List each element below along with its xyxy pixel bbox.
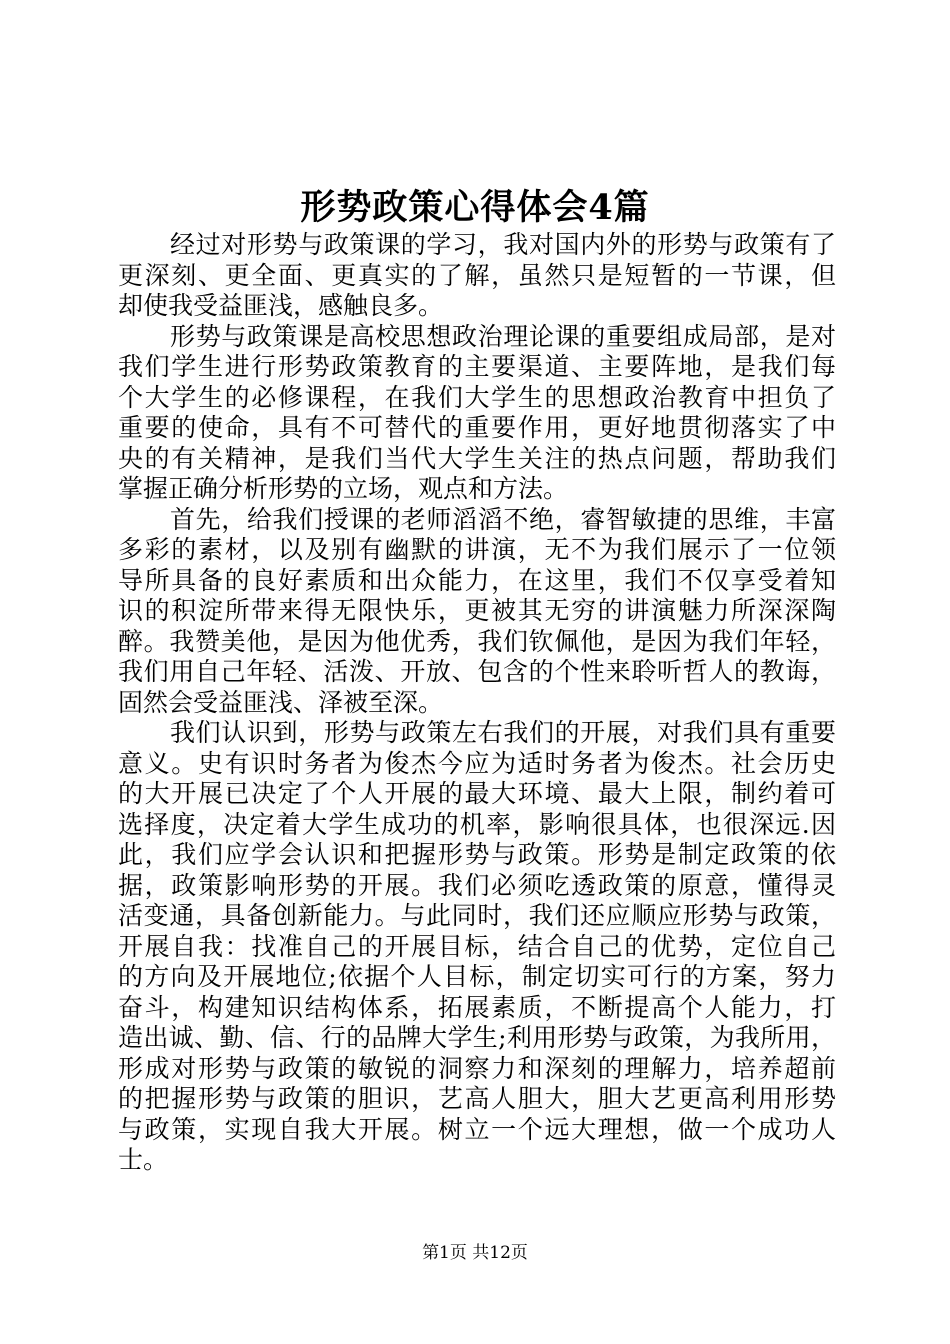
text-line: 我们认识到，形势与政策左右我们的开展，对我们具有重要 [170,718,836,747]
text-line: 此，我们应学会认识和把握形势与政策。形势是制定政策的依 [118,840,836,869]
text-line: 奋斗，构建知识结构体系，拓展素质，不断提高个人能力，打 [118,992,836,1022]
text-line: 导所具备的良好素质和出众能力，在这里，我们不仅享受着知 [118,565,836,595]
text-line: 的方向及开展地位;依据个人目标，制定切实可行的方案，努力 [118,962,836,991]
page-footer: 第1页 共12页 [422,1243,528,1263]
text-line: 的大开展已决定了个人开展的最大环境、最大上限，制约着可 [118,779,836,808]
text-line: 士。 [118,1145,169,1174]
text-line: 个大学生的必修课程，在我们大学生的思想政治教育中担负了 [118,382,836,412]
paragraph [118,322,836,505]
text-line: 掌握正确分析形势的立场，观点和方法。 [118,474,569,503]
text-line: 选择度，决定着大学生成功的机率，影响很具体，也很深远.因 [118,809,836,839]
text-line: 我们用自己年轻、活泼、开放、包含的个性来聆听哲人的教诲， [118,657,836,686]
text-line: 据，政策影响形势的开展。我们必须吃透政策的原意，懂得灵 [118,870,836,900]
text-line: 经过对形势与政策课的学习，我对国内外的形势与政策有了 [170,230,836,259]
paragraph [118,505,836,719]
text-line: 的把握形势与政策的胆识，艺高人胆大，胆大艺更高利用形势 [118,1084,836,1113]
text-line: 我们学生进行形势政策教育的主要渠道、主要阵地，是我们每 [118,352,836,381]
text-line: 却使我受益匪浅，感触良多。 [118,291,444,320]
text-line: 开展自我：找准自己的开展目标，结合自己的优势，定位自己 [118,931,836,961]
text-line: 造出诚、勤、信、行的品牌大学生;利用形势与政策，为我所用， [118,1023,836,1052]
text-line: 与政策，实现自我大开展。树立一个远大理想，做一个成功人 [118,1114,836,1144]
text-line: 重要的使命，具有不可替代的重要作用，更好地贯彻落实了中 [118,413,836,442]
text-line: 形成对形势与政策的敏锐的洞察力和深刻的理解力，培养超前 [118,1053,836,1083]
text-line: 固然会受益匪浅、泽被至深。 [118,687,444,717]
paragraph [118,718,836,1176]
paragraph [118,230,836,322]
document-title: 形势政策心得体会4篇 [300,187,650,228]
document-body [118,230,836,1176]
text-line: 识的积淀所带来得无限快乐，更被其无穷的讲演魅力所深深陶 [118,596,836,625]
text-line: 多彩的素材，以及别有幽默的讲演，无不为我们展示了一位领 [118,535,836,564]
text-line: 形势与政策课是高校思想政治理论课的重要组成局部，是对 [170,321,836,351]
text-line: 意义。史有识时务者为俊杰今应为适时务者为俊杰。社会历史 [118,748,836,778]
text-line: 更深刻、更全面、更真实的了解，虽然只是短暂的一节课，但 [118,260,836,290]
text-line: 央的有关精神，是我们当代大学生关注的热点问题，帮助我们 [118,443,836,473]
text-line: 醉。我赞美他，是因为他优秀，我们钦佩他，是因为我们年轻， [118,626,836,656]
text-line: 活变通，具备创新能力。与此同时，我们还应顺应形势与政策， [118,901,836,930]
text-line: 首先，给我们授课的老师滔滔不绝，睿智敏捷的思维，丰富 [170,504,836,534]
